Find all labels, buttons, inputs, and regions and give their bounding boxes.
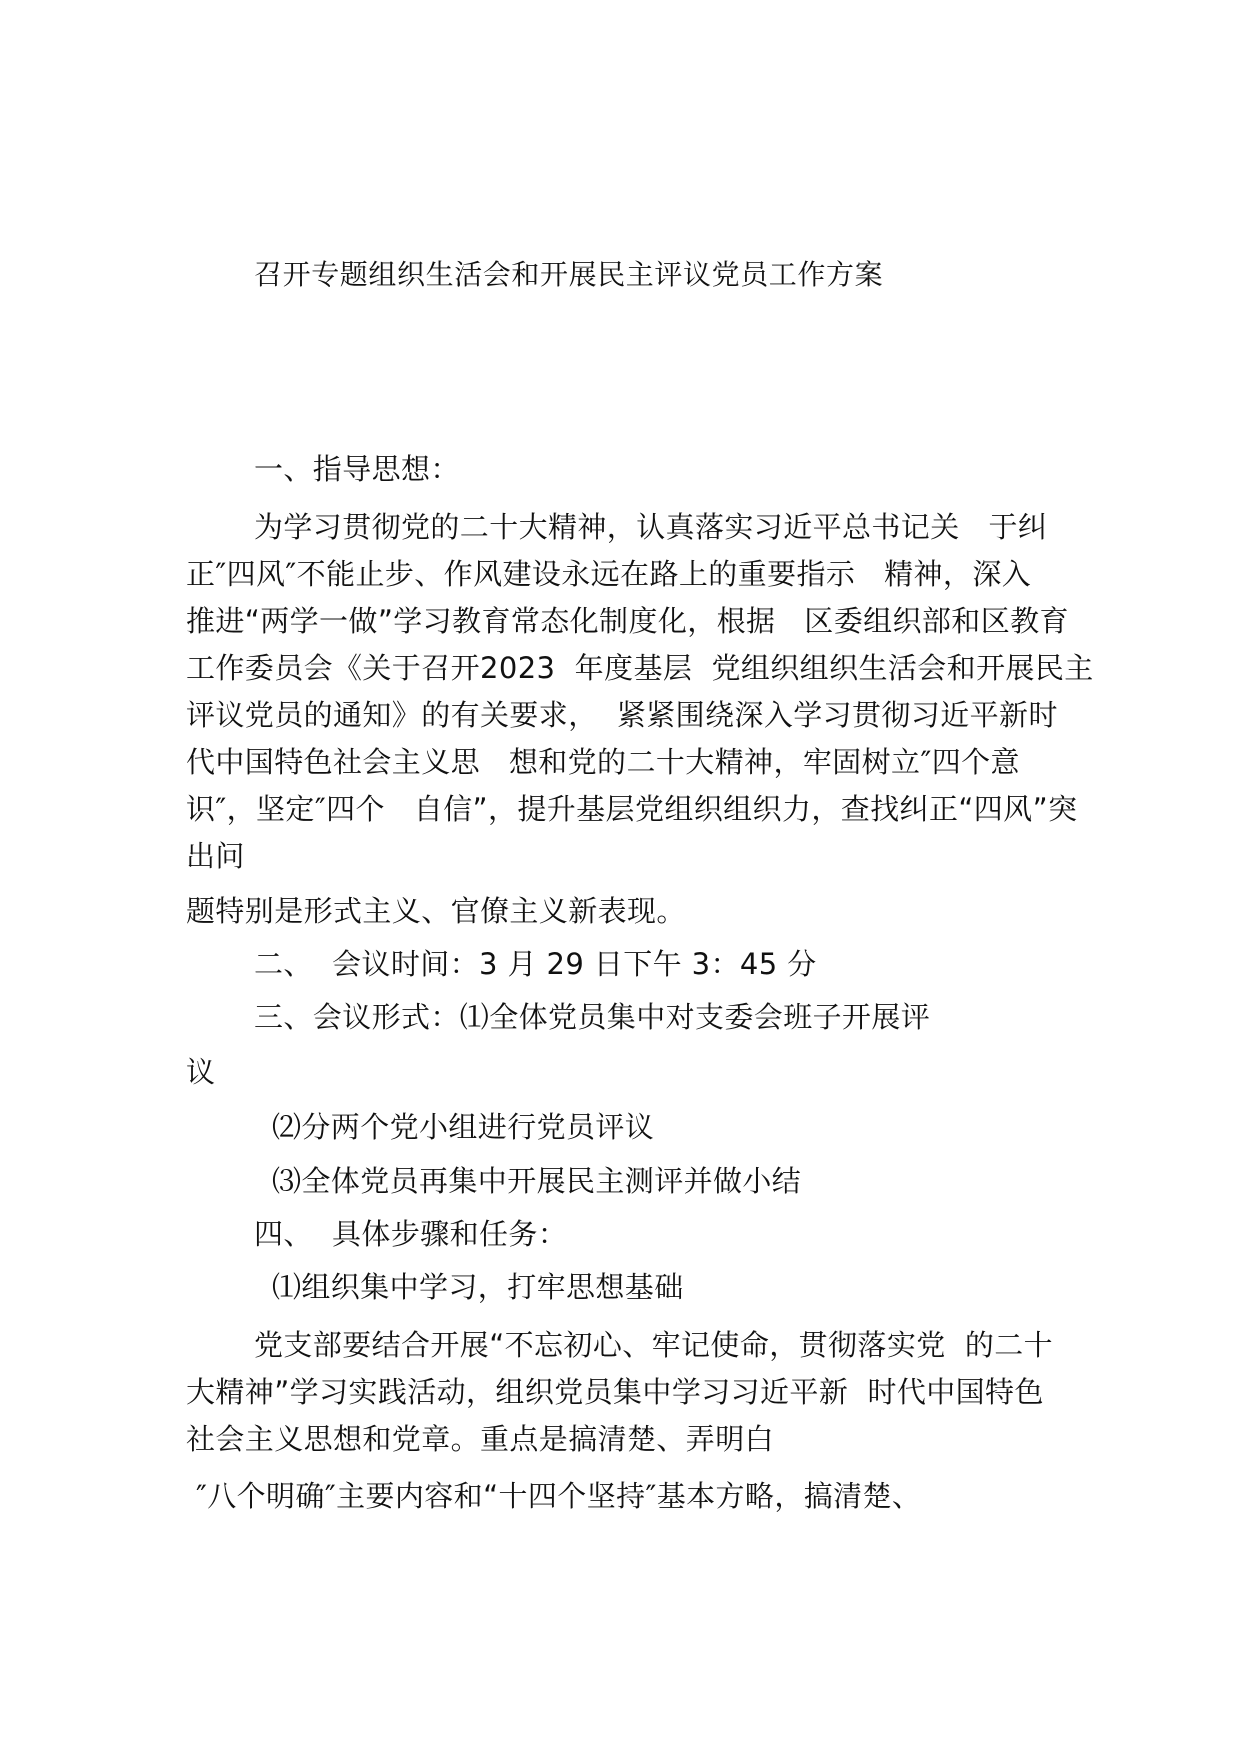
paragraph-line: 社会主义思想和党章。重点是搞清楚、弄明白 [186,1422,775,1456]
paragraph-line: 工作委员会《关于召开2023 年度基层 党组织组织生活会和开展民主 [186,651,1094,685]
paragraph-line: 出问 [186,839,245,873]
paragraph-line: 党支部要结合开展“不忘初心、牢记使命，贯彻落实党 的二十 [254,1328,1054,1362]
paragraph-line: 识″，坚定″四个 自信”，提升基层党组织组织力，查找纠正“四风”突 [186,792,1078,826]
section-heading-meeting-time: 二、 会议时间：3 月 29 日下午 3：45 分 [254,947,817,981]
paragraph-line: ″八个明确″主要内容和“十四个坚持″基本方略，搞清楚、 [196,1479,922,1513]
paragraph-line: 议 [186,1055,216,1089]
paragraph-line: 评议党员的通知》的有关要求， 紧紧围绕深入学习贯彻习近平新时 [186,698,1058,732]
document-title: 召开专题组织生活会和开展民主评议党员工作方案 [254,258,884,291]
paragraph-line: 推进“两学一做”学习教育常态化制度化，根据 区委组织部和区教育 [186,604,1069,638]
paragraph-line: 代中国特色社会主义思 想和党的二十大精神，牢固树立″四个意 [186,745,1020,779]
section-heading-meeting-format: 三、会议形式：⑴全体党员集中对支委会班子开展评 [254,1000,931,1034]
section-heading-guiding-thought: 一、指导思想： [254,452,460,486]
subsection-heading: ⑴组织集中学习，打牢思想基础 [272,1270,684,1304]
paragraph-line: 题特别是形式主义、官僚主义新表现。 [186,894,686,928]
paragraph-line: 正″四风″不能止步、作风建设永远在路上的重要指示 精神，深入 [186,557,1032,591]
list-item: ⑵分两个党小组进行党员评议 [272,1110,655,1144]
paragraph-line: 为学习贯彻党的二十大精神，认真落实习近平总书记关 于纠 [254,510,1048,544]
list-item: ⑶全体党员再集中开展民主测评并做小结 [272,1164,802,1198]
section-heading-steps: 四、 具体步骤和任务： [254,1217,568,1251]
paragraph-line: 大精神”学习实践活动，组织党员集中学习习近平新 时代中国特色 [186,1375,1044,1409]
